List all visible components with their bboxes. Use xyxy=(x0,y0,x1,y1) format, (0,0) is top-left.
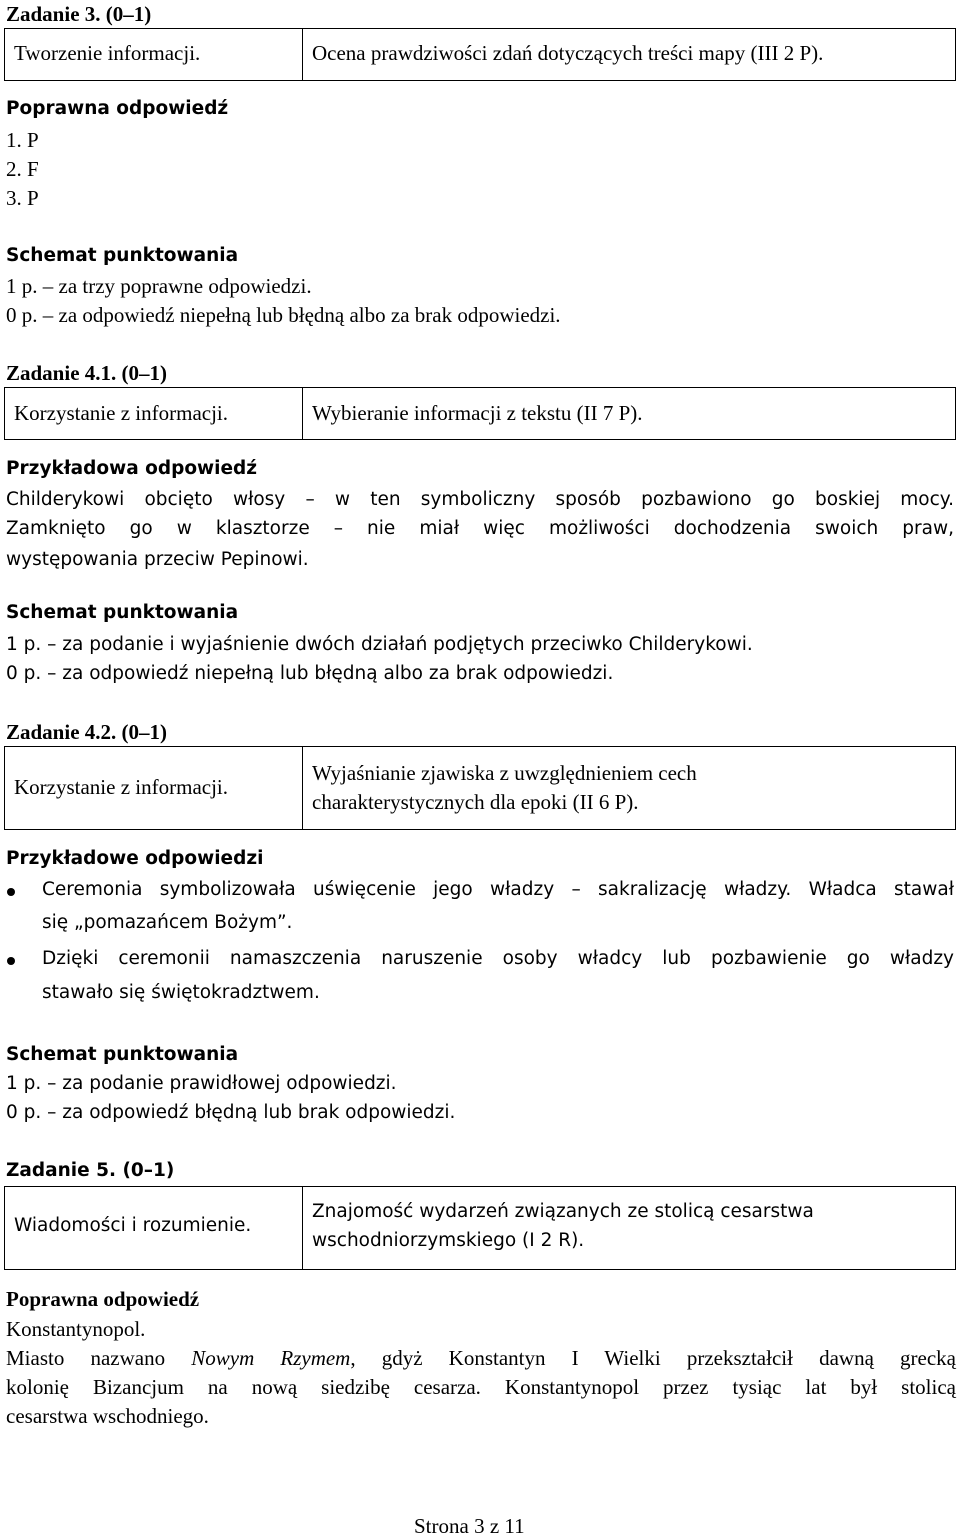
task5-requirement-line-1: Znajomość wydarzeń związanych ze stolicą cesarstwa xyxy=(312,1201,814,1222)
task42-answer-2-line-2: stawało się świętokradztwem. xyxy=(42,982,320,1003)
task3-answer-2: 2. F xyxy=(6,157,39,181)
task42-answer-1-line-1: Ceremonia symbolizowała uświęcenie jego władzy – sakralizację władzy. Władca stawał xyxy=(42,879,954,900)
task3-scoring-title: Schemat punktowania xyxy=(6,245,239,266)
table-divider xyxy=(302,388,303,439)
task5-explanation-line-1: Miasto nazwano Nowym Rzymem, gdyż Konstantyn I Wielki przekształcił dawną grecką xyxy=(6,1346,956,1370)
task41-scoring-0: 0 p. – za odpowiedź niepełną lub błędną albo za brak odpowiedzi. xyxy=(6,663,614,684)
emphasis-new-rome: Nowym Rzymem xyxy=(191,1346,351,1370)
task3-answer-1: 1. P xyxy=(6,128,39,152)
task41-answer-title: Przykładowa odpowiedź xyxy=(6,458,258,479)
task5-info-box xyxy=(4,1186,956,1270)
task42-requirement-line-2: charakterystycznych dla epoki (II 6 P). xyxy=(312,790,639,814)
task3-answer-title: Poprawna odpowiedź xyxy=(6,98,229,119)
task3-info-box xyxy=(4,28,956,81)
task42-info-box xyxy=(4,746,956,830)
task5-answer-title: Poprawna odpowiedź xyxy=(6,1287,200,1311)
task5-explanation-line-3: cesarstwa wschodniego. xyxy=(6,1404,209,1428)
task42-scoring-1: 1 p. – za podanie prawidłowej odpowiedzi. xyxy=(6,1073,397,1094)
task42-requirement-line-1: Wyjaśnianie zjawiska z uwzględnieniem cech xyxy=(312,761,697,785)
task41-answer-line-3: występowania przeciw Pepinowi. xyxy=(6,549,309,570)
table-divider xyxy=(302,1187,303,1269)
task42-scoring-0: 0 p. – za odpowiedź błędną lub brak odpowiedzi. xyxy=(6,1102,456,1123)
task5-requirement-line-2: wschodniorzymskiego (I 2 R). xyxy=(312,1230,585,1251)
task41-skill: Korzystanie z informacji. xyxy=(14,401,228,425)
task5-answer: Konstantynopol. xyxy=(6,1317,146,1341)
task42-skill: Korzystanie z informacji. xyxy=(14,775,228,799)
task42-answer-1-line-2: się „pomazańcem Bożym”. xyxy=(42,912,293,933)
bullet-icon xyxy=(7,888,15,896)
task42-answer-title: Przykładowe odpowiedzi xyxy=(6,848,264,869)
task41-heading: Zadanie 4.1. (0–1) xyxy=(6,361,168,385)
task41-scoring-1: 1 p. – za podanie i wyjaśnienie dwóch działań podjętych przeciwko Childerykowi. xyxy=(6,634,753,655)
table-divider xyxy=(302,29,303,80)
task5-skill: Wiadomości i rozumienie. xyxy=(14,1215,252,1236)
task3-requirement: Ocena prawdziwości zdań dotyczących treści mapy (III 2 P). xyxy=(312,41,824,65)
task3-answer-3: 3. P xyxy=(6,186,39,210)
task5-explanation-line-2: kolonię Bizancjum na nową siedzibę cesarza. Konstantynopol przez tysiąc lat był stolicą xyxy=(6,1375,956,1399)
task41-info-box xyxy=(4,387,956,440)
task42-answer-2-line-1: Dzięki ceremonii namaszczenia naruszenie osoby władcy lub pozbawienie go władzy xyxy=(42,948,954,969)
task41-answer-line-1: Childerykowi obcięto włosy – w ten symboliczny sposób pozbawiono go boskiej mocy. xyxy=(6,489,954,510)
bullet-icon xyxy=(7,957,15,965)
task3-scoring-1: 1 p. – za trzy poprawne odpowiedzi. xyxy=(6,274,312,298)
table-divider xyxy=(302,747,303,829)
page-number: Strona 3 z 11 xyxy=(414,1514,525,1538)
task42-heading: Zadanie 4.2. (0–1) xyxy=(6,720,168,744)
task3-heading: Zadanie 3. (0–1) xyxy=(6,2,152,26)
task41-requirement: Wybieranie informacji z tekstu (II 7 P). xyxy=(312,401,643,425)
task3-skill: Tworzenie informacji. xyxy=(14,41,201,65)
task41-answer-line-2: Zamknięto go w klasztorze – nie miał więc możliwości dochodzenia swoich praw, xyxy=(6,518,954,539)
task3-scoring-0: 0 p. – za odpowiedź niepełną lub błędną albo za brak odpowiedzi. xyxy=(6,303,561,327)
task5-heading: Zadanie 5. (0–1) xyxy=(6,1160,175,1181)
task42-scoring-title: Schemat punktowania xyxy=(6,1044,239,1065)
task41-scoring-title: Schemat punktowania xyxy=(6,602,239,623)
